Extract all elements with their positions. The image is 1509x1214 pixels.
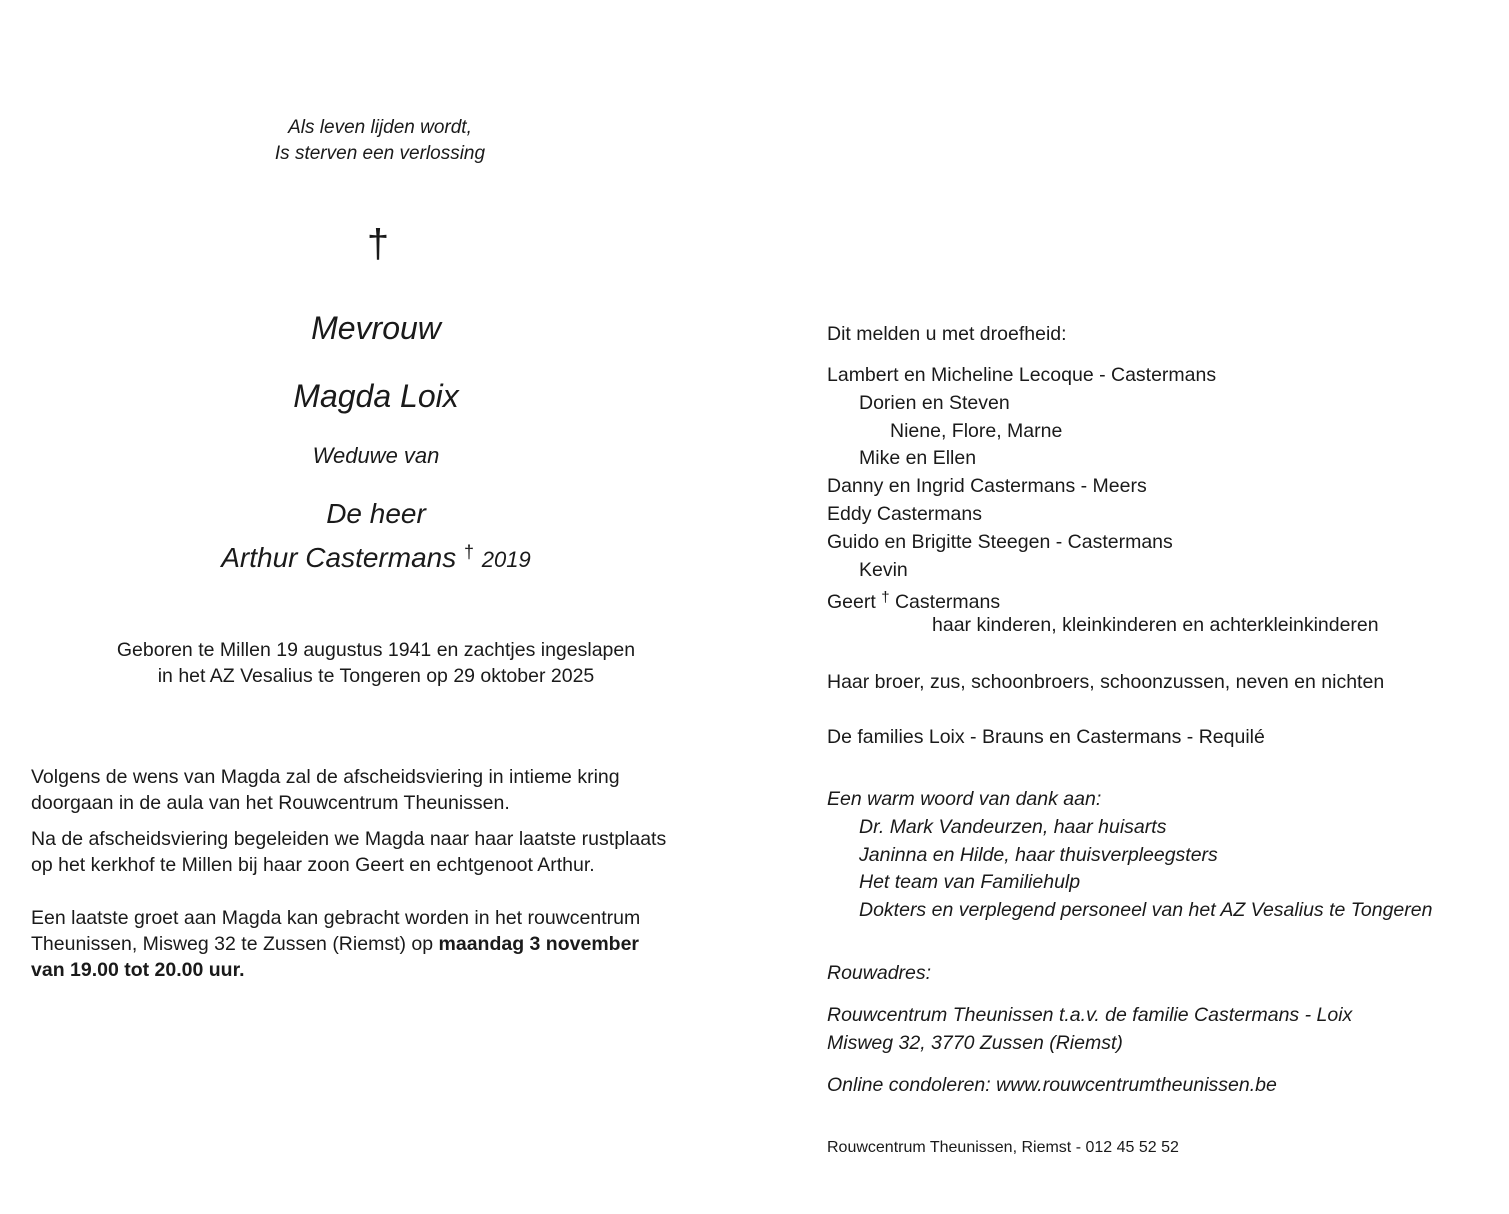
widow-of-label: Weduwe van: [312, 443, 440, 468]
husband-block: [126, 494, 626, 579]
burial-line-2: op het kerkhof te Millen bij haar zoon Geert en echtgenoot Arthur.: [31, 854, 595, 876]
thanks-item: Janinna en Hilde, haar thuisverpleegsters: [859, 843, 1218, 866]
family-list: [827, 362, 1379, 640]
address-label: Rouwadres:: [827, 962, 932, 984]
family-member: Niene, Flore, Marne: [890, 419, 1063, 442]
visitation-line-2: [31, 931, 751, 957]
burial-line-1: Na de afscheidsviering begeleiden we Magda naar haar laatste rustplaats: [31, 828, 667, 850]
grandchildren-line: haar kinderen, kleinkinderen en achterkleinkinderen: [932, 614, 1379, 637]
motto-line-1: Als leven lijden wordt,: [288, 117, 472, 138]
thanks-section: [827, 786, 1432, 925]
deceased-title: Mevrouw: [311, 310, 441, 346]
thanks-title: Een warm woord van dank aan:: [827, 788, 1102, 810]
born-line-1: Geboren te Millen 19 augustus 1941 en zachtjes ingeslapen: [116, 639, 636, 661]
birth-death-info: [76, 637, 676, 689]
visitation-date: maandag 3 november: [438, 933, 639, 955]
husband-death-year: 2019: [481, 547, 531, 572]
announcement-intro: Dit melden u met droefheid:: [827, 323, 1067, 345]
cross-icon: †: [366, 222, 390, 266]
siblings-line: Haar broer, zus, schoonbroers, schoonzussen, neven en nichten: [827, 671, 1385, 693]
visitation-time: van 19.00 tot 20.00 uur.: [31, 959, 245, 981]
geert-first-name: Geert: [827, 591, 876, 614]
thanks-item: Dokters en verplegend personeel van het AZ Vesalius te Tongeren: [859, 899, 1433, 922]
families-line: De families Loix - Brauns en Castermans - Requilé: [827, 726, 1265, 748]
family-member-geert: [827, 584, 1379, 612]
ceremony-line-2: doorgaan in de aula van het Rouwcentrum Theunissen.: [31, 792, 510, 814]
ceremony-line-1: Volgens de wens van Magda zal de afscheidsviering in intieme kring: [31, 766, 620, 788]
ceremony-paragraph: [31, 764, 751, 816]
thanks-item: Het team van Familiehulp: [859, 871, 1081, 894]
dagger-icon: †: [881, 589, 890, 607]
motto: [180, 115, 580, 167]
husband-name: Arthur Castermans: [221, 542, 457, 573]
family-member: Mike en Ellen: [859, 447, 977, 470]
thanks-item: Dr. Mark Vandeurzen, haar huisarts: [859, 815, 1167, 838]
visitation-line-1: Een laatste groet aan Magda kan gebracht worden in het rouwcentrum: [31, 907, 641, 929]
visitation-line-3: [31, 957, 751, 983]
address-line-1: Rouwcentrum Theunissen t.a.v. de familie Castermans - Loix: [827, 1004, 1353, 1026]
family-member: Dorien en Steven: [859, 391, 1010, 414]
family-member: Guido en Brigitte Steegen - Castermans: [827, 530, 1173, 553]
deceased-name: Magda Loix: [293, 378, 459, 414]
born-line-2: in het AZ Vesalius te Tongeren op 29 oktober 2025: [157, 665, 595, 687]
family-member: Lambert en Micheline Lecoque - Castermans: [827, 364, 1217, 386]
dagger-icon: †: [464, 542, 475, 562]
visitation-paragraph: [31, 905, 751, 983]
family-member: Danny en Ingrid Castermans - Meers: [827, 475, 1147, 498]
husband-title: De heer: [326, 498, 426, 529]
family-member: Kevin: [859, 558, 908, 581]
family-member: Eddy Castermans: [827, 502, 982, 525]
address-line-2: Misweg 32, 3770 Zussen (Riemst): [827, 1032, 1123, 1054]
geert-last-name: Castermans: [894, 591, 1001, 614]
footer-funeral-home: Rouwcentrum Theunissen, Riemst - 012 45 52 52: [827, 1139, 1179, 1156]
burial-paragraph: [31, 826, 751, 878]
motto-line-2: Is sterven een verlossing: [274, 143, 486, 164]
online-condolence: Online condoleren: www.rouwcentrumtheunissen.be: [827, 1074, 1277, 1096]
address-block: [827, 1001, 1352, 1057]
husband-line: [126, 533, 626, 579]
visitation-location: Theunissen, Misweg 32 te Zussen (Riemst) op: [31, 933, 439, 955]
